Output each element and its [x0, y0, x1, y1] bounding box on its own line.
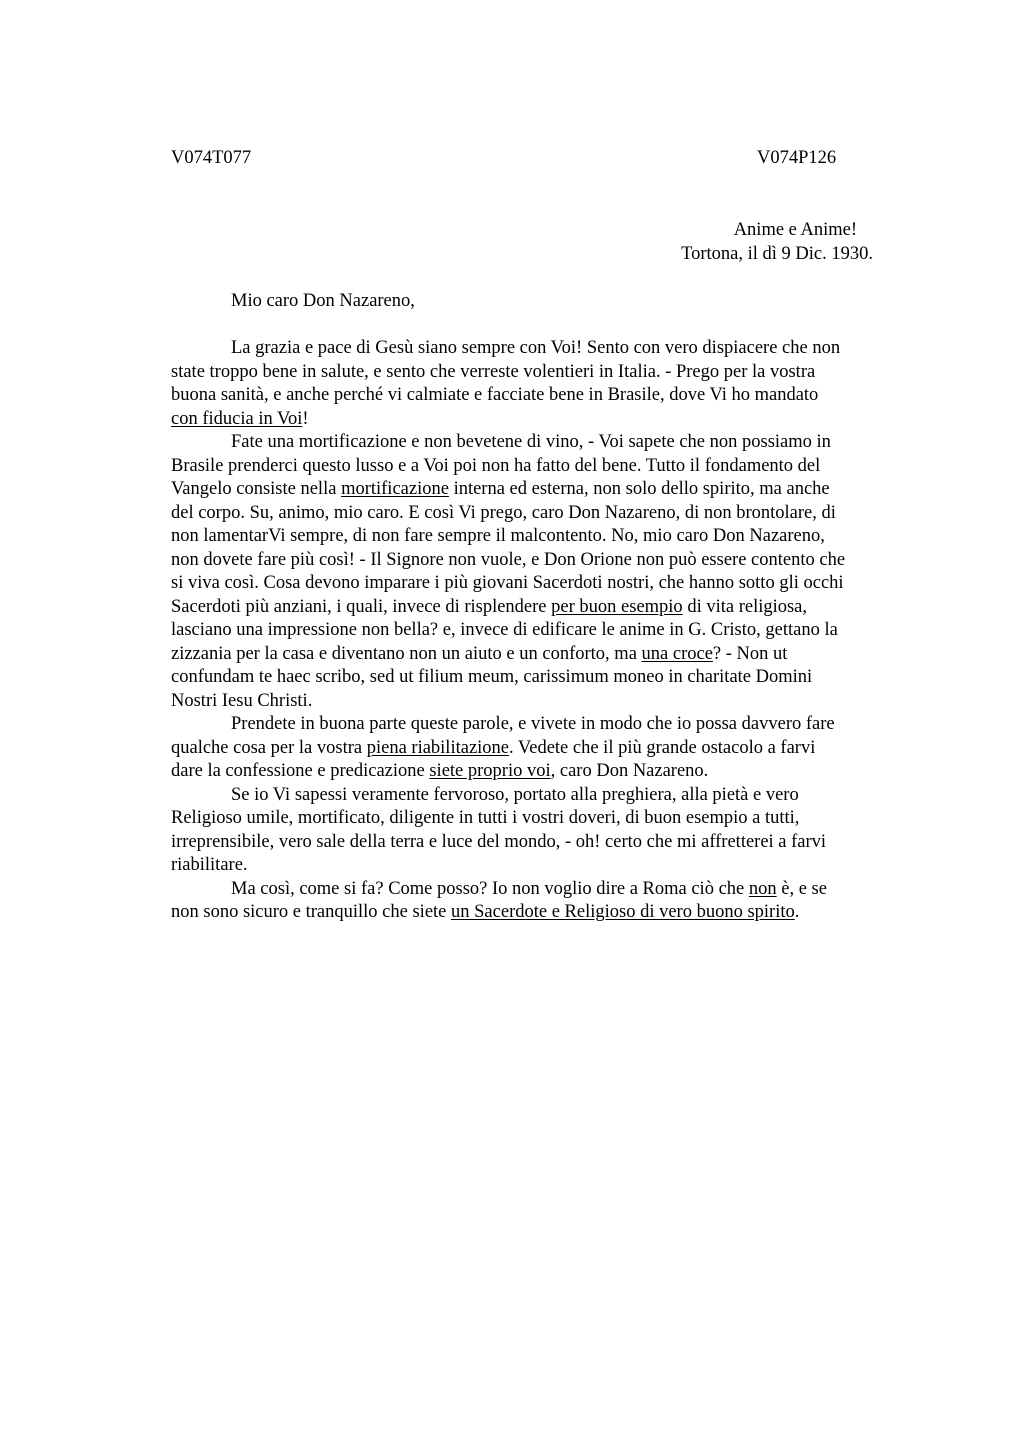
underlined-phrase: non: [748, 878, 777, 899]
text-line: buona sanità, e anche perché vi calmiate e facciate bene in Brasile, dove Vi ho mandato: [171, 385, 819, 405]
document-reference-right: V074P126: [757, 148, 837, 168]
paragraph-1: [171, 337, 931, 431]
paragraph-4: [171, 784, 931, 878]
text-fragment: ? - Non ut: [712, 643, 788, 664]
text-fragment: Sacerdoti più anziani, i quali, invece di risplendere: [171, 596, 552, 617]
text-fragment: dare la confessione e predicazione: [171, 761, 430, 781]
text-fragment: Vangelo consiste nella: [171, 479, 342, 499]
text-line: Prendete in buona parte queste parole, e vivete in modo che io possa davvero fare: [231, 714, 835, 734]
document-reference-left: V074T077: [171, 148, 252, 168]
text-line: [171, 901, 931, 925]
salutation: Mio caro Don Nazareno,: [231, 291, 415, 311]
paragraph-3: [171, 713, 931, 784]
text-fragment: Ma così, come si fa? Come posso? Io non voglio dire a Roma ciò che: [231, 878, 749, 899]
underlined-phrase: mortificazione: [341, 479, 449, 499]
letter-heading: [681, 219, 873, 266]
text-fragment: zizzania per la casa e diventano non un aiuto e un conforto, ma: [171, 643, 642, 664]
text-fragment: . Vedete che il più grande ostacolo a farvi: [509, 737, 816, 758]
text-line: La grazia e pace di Gesù siano sempre con Voi! Sento con vero dispiacere che non: [231, 338, 841, 358]
text-fragment: qualche cosa per la vostra: [171, 737, 367, 758]
text-line: [171, 643, 931, 667]
text-line: confundam te haec scribo, sed ut filium meum, carissimum moneo in charitate Domini: [171, 667, 813, 687]
text-fragment: !: [302, 408, 309, 429]
paragraph-5: [171, 878, 931, 925]
underlined-phrase: siete proprio voi: [429, 761, 551, 781]
text-line: state troppo bene in salute, e sento che verreste volentieri in Italia. - Prego per la vostra: [171, 361, 816, 382]
text-line: [171, 408, 931, 432]
underlined-phrase: un Sacerdote e Religioso di vero buono spirito: [451, 902, 795, 922]
text-line: del corpo. Su, animo, mio caro. E così Vi prego, caro Don Nazareno, di non brontolare, di: [171, 502, 836, 523]
text-line: Fate una mortificazione e non bevetene di vino, - Voi sapete che non possiamo in: [231, 432, 831, 452]
motto: Anime e Anime!: [733, 220, 857, 240]
paragraph-2: [171, 431, 931, 713]
text-fragment: non sono sicuro e tranquillo che siete: [171, 902, 452, 922]
text-fragment: , caro Don Nazareno.: [550, 761, 709, 781]
text-line: non lamentarVi sempre, di non fare sempre il malcontento. No, mio caro Don Nazareno,: [171, 526, 825, 546]
text-fragment: .: [794, 902, 800, 922]
place-date: Tortona, il dì 9 Dic. 1930.: [681, 243, 873, 264]
text-line: irreprensibile, vero sale della terra e luce del mondo, - oh! certo che mi affretterei a farvi: [171, 831, 827, 852]
text-line: [171, 760, 931, 784]
text-line: si viva così. Cosa devono imparare i più giovani Sacerdoti nostri, che hanno sotto gli occhi: [171, 573, 844, 593]
text-fragment: è, e se: [776, 878, 827, 899]
letter-body: [171, 337, 931, 925]
text-line: [171, 596, 931, 620]
text-line: riabilitare.: [171, 855, 248, 875]
text-line: [171, 878, 931, 902]
text-fragment: di vita religiosa,: [682, 596, 808, 617]
text-line: Se io Vi sapessi veramente fervoroso, portato alla preghiera, alla pietà e vero: [231, 784, 799, 805]
text-line: [171, 478, 931, 502]
underlined-phrase: una croce: [641, 643, 713, 664]
underlined-phrase: per buon esempio: [551, 596, 683, 617]
text-line: lasciano una impressione non bella? e, invece di edificare le anime in G. Cristo, gettano la: [171, 620, 838, 640]
text-line: [171, 737, 931, 761]
underlined-phrase: piena riabilitazione: [366, 737, 510, 758]
text-line: Brasile prenderci questo lusso e a Voi poi non ha fatto del bene. Tutto il fondamento del: [171, 455, 821, 476]
text-line: Religioso umile, mortificato, diligente in tutti i vostri doveri, di buon esempio a tutti,: [171, 808, 800, 828]
text-line: non dovete fare più così! - Il Signore non vuole, e Don Orione non può essere contento che: [171, 549, 846, 570]
text-line: Nostri Iesu Christi.: [171, 690, 313, 711]
text-fragment: interna ed esterna, non solo dello spirito, ma anche: [448, 479, 830, 499]
underlined-phrase: con fiducia in Voi: [171, 408, 303, 429]
